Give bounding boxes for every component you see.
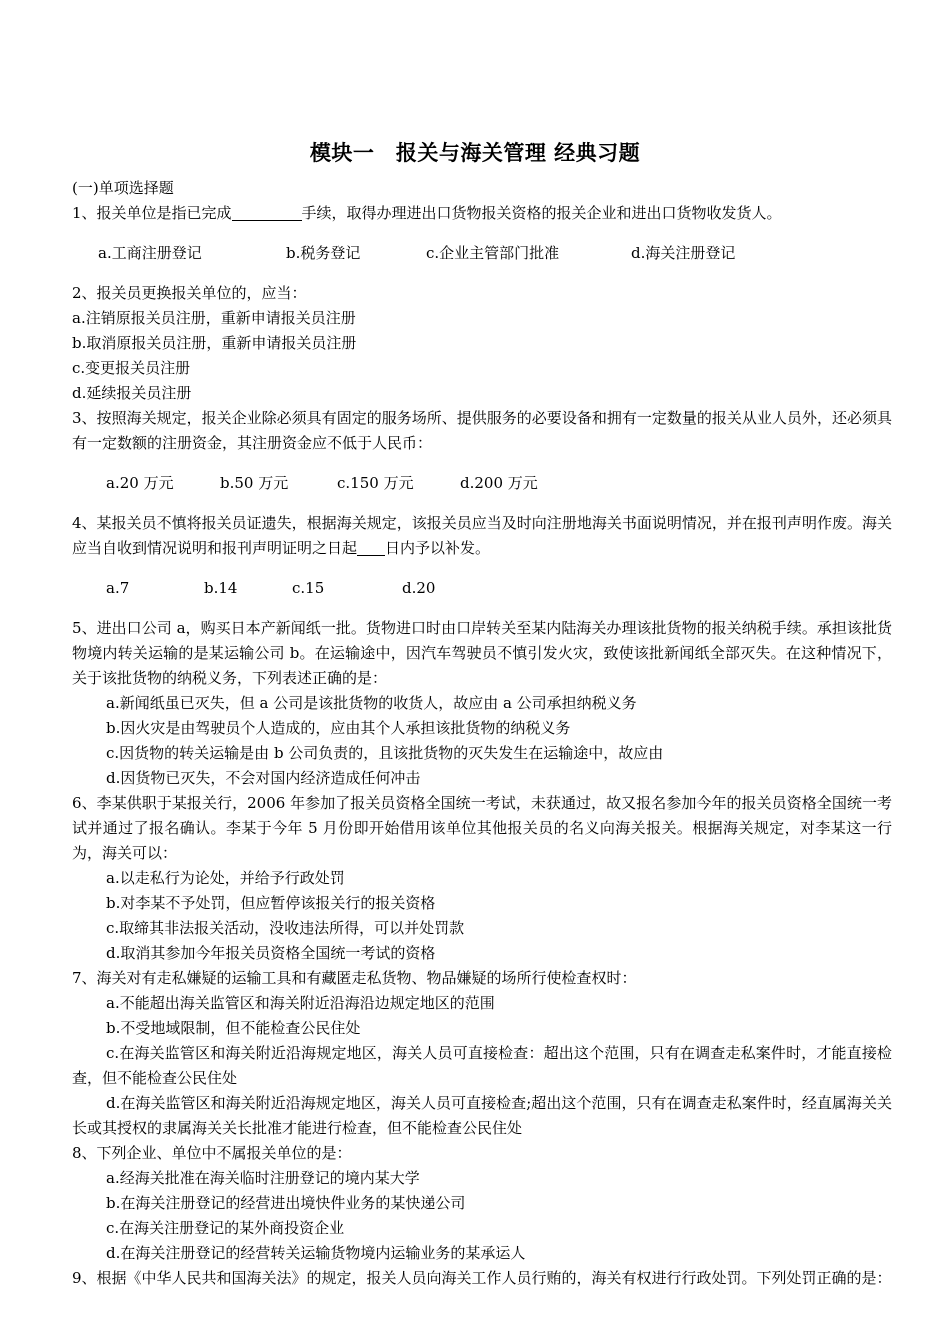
option: c.150 万元: [337, 474, 414, 492]
question-6-stem: 6、李某供职于某报关行，2006 年参加了报关员资格全国统一考试，未获通过，故又报名参加今年的报关员资格全国统一考试并通过了报名确认。李某于今年 5 月份即开始借用该单位其他报关员的名义向海关报关。根据海关规定，对李某这一行为，海关可以：: [72, 794, 892, 862]
option: a.注销原报关员注册，重新申请报关员注册: [72, 309, 356, 327]
option: a.不能超出海关监管区和海关附近沿海沿边规定地区的范围: [106, 994, 495, 1012]
question-1-stem: [72, 201, 892, 226]
question-1-after: 手续，取得办理进出口货物报关资格的报关企业和进出口货物收发货人。: [301, 204, 782, 222]
question-1-before: 1、报关单位是指已完成: [72, 204, 232, 222]
option: b.50 万元: [220, 474, 289, 492]
option: a.经海关批准在海关临时注册登记的境内某大学: [106, 1169, 420, 1187]
option: d.延续报关员注册: [72, 384, 192, 402]
option: d.取消其参加今年报关员资格全国统一考试的资格: [106, 944, 436, 962]
question-4-before: 4、某报关员不慎将报关员证遗失，根据海关规定，该报关员应当及时向注册地海关书面说明情况，并在报刊声明作废。海关应当自收到情况说明和报刊声明证明之日起: [72, 514, 892, 557]
option: a.工商注册登记: [98, 244, 202, 262]
option: a.新闻纸虽已灭失，但 a 公司是该批货物的收货人，故应由 a 公司承担纳税义务: [106, 694, 637, 712]
option: b.因火灾是由驾驶员个人造成的，应由其个人承担该批货物的纳税义务: [106, 719, 571, 737]
option: b.取消原报关员注册，重新申请报关员注册: [72, 334, 357, 352]
option: a.7: [106, 579, 130, 597]
option: b.在海关注册登记的经营进出境快件业务的某快递公司: [106, 1194, 466, 1212]
option: b.14: [204, 579, 238, 597]
option: d.因货物已灭失，不会对国内经济造成任何冲击: [106, 769, 421, 787]
question-1-options: [72, 241, 892, 266]
question-7-stem: 7、海关对有走私嫌疑的运输工具和有藏匿走私货物、物品嫌疑的场所行使检查权时：: [72, 969, 637, 987]
question-4-options: [72, 576, 892, 601]
option: d.在海关监管区和海关附近沿海规定地区，海关人员可直接检查;超出这个范围，只有在调查走私案件时，经直属海关关长或其授权的隶属海关关长批准才能进行检查，但不能检查公民住处: [72, 1094, 892, 1137]
section-heading: (一)单项选择题: [72, 179, 174, 197]
option: c.企业主管部门批准: [426, 244, 560, 262]
fill-blank: [232, 204, 302, 221]
fill-blank: [357, 539, 385, 556]
question-2-stem: 2、报关员更换报关单位的，应当：: [72, 284, 307, 302]
question-9-stem: 9、根据《中华人民共和国海关法》的规定，报关人员向海关工作人员行贿的，海关有权进行行政处罚。下列处罚正确的是：: [72, 1269, 892, 1287]
option: b.不受地域限制，但不能检查公民住处: [106, 1019, 361, 1037]
option: a.20 万元: [106, 474, 174, 492]
option: d.20: [402, 579, 436, 597]
question-5-stem: 5、进出口公司 a，购买日本产新闻纸一批。货物进口时由口岸转关至某内陆海关办理该批货物的报关纳税手续。承担该批货物境内转关运输的是某运输公司 b。在运输途中，因汽车驾驶员不慎引发火灾，致使该批新闻纸全部灭失。在这种情况下，关于该批货物的纳税义务，下列表述正确的是：: [72, 619, 892, 687]
question-4-after: 日内予以补发。: [385, 539, 491, 557]
option: c.在海关注册登记的某外商投资企业: [106, 1219, 345, 1237]
option: b.税务登记: [286, 244, 361, 262]
option: c.在海关监管区和海关附近沿海规定地区，海关人员可直接检查：超出这个范围，只有在调查走私案件时，才能直接检查，但不能检查公民住处: [72, 1044, 892, 1087]
option: d.200 万元: [460, 474, 538, 492]
option: c.变更报关员注册: [72, 359, 191, 377]
option: b.对李某不予处罚，但应暂停该报关行的报关资格: [106, 894, 436, 912]
question-list: [72, 176, 892, 1291]
option: d.在海关注册登记的经营转关运输货物境内运输业务的某承运人: [106, 1244, 526, 1262]
page-title: 模块一 报关与海关管理 经典习题: [309, 140, 641, 165]
question-8-stem: 8、下列企业、单位中不属报关单位的是：: [72, 1144, 352, 1162]
option: a.以走私行为论处，并给予行政处罚: [106, 869, 345, 887]
option: c.15: [292, 579, 325, 597]
question-3-stem: 3、按照海关规定，报关企业除必须具有固定的服务场所、提供服务的必要设备和拥有一定数量的报关从业人员外，还必须具有一定数额的注册资金，其注册资金应不低于人民币：: [72, 409, 892, 452]
option: c.取缔其非法报关活动，没收违法所得，可以并处罚款: [106, 919, 465, 937]
option: d.海关注册登记: [631, 244, 736, 262]
option: c.因货物的转关运输是由 b 公司负责的，且该批货物的灭失发生在运输途中，故应由: [106, 744, 664, 762]
question-3-options: [72, 471, 892, 496]
question-4-stem: [72, 511, 892, 561]
